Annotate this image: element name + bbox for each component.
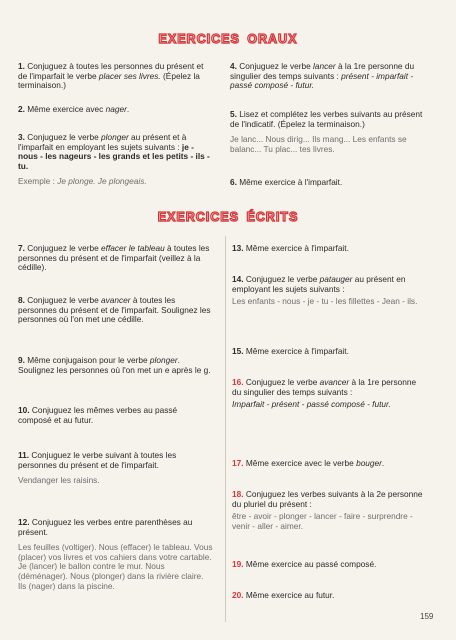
exercise-text-after: .	[381, 458, 385, 468]
exercise-text: Même exercice à l'imparfait.	[245, 346, 349, 356]
exercise-italic: avancer	[101, 295, 131, 305]
exercise-italic: nager	[105, 104, 127, 114]
exercise-italic: avancer	[319, 377, 350, 387]
exercise-20	[232, 591, 427, 601]
exercise-number: 8.	[18, 295, 25, 305]
exercise-2	[18, 105, 213, 115]
heading-word-ecrits: ÉCRITS	[246, 210, 299, 224]
exercise-text: Conjuguez le verbe	[27, 243, 99, 253]
exercise-text: Même exercice à l'imparfait.	[245, 243, 349, 253]
exercise-number: 15.	[232, 346, 244, 356]
exercise-subjects: Les enfants - nous - je - tu - les fillettes - Jean - ils.	[232, 296, 418, 307]
exercise-number: 2.	[18, 104, 25, 114]
exercise-number: 4.	[230, 61, 237, 71]
exercise-text: Même exercice au futur.	[245, 590, 335, 600]
exercise-text-after: à la 1re personne du singulier des temps suivants :	[232, 377, 417, 397]
exercise-1	[18, 62, 213, 91]
heading-word-exercices: EXERCICES	[158, 32, 240, 46]
exercise-verbs: être - avoir - plonger - lancer - faire - surprendre - venir - aller - aimer.	[232, 511, 413, 531]
exercise-text-after: .	[126, 104, 130, 114]
exercise-text-after: à toutes les personnes du présent et de l'imparfait. Soulignez les personnes où l'on met une cédille.	[18, 295, 211, 325]
exercise-4	[230, 62, 425, 91]
exercise-3	[18, 133, 213, 187]
exercise-text: Conjuguez le verbe	[239, 61, 311, 71]
exercise-6	[230, 178, 425, 188]
column-divider	[225, 236, 226, 622]
exercise-17	[232, 459, 427, 469]
exercise-12	[18, 518, 213, 591]
heading-word-oraux: ORAUX	[247, 32, 298, 46]
exercise-italic: bouger	[356, 458, 382, 468]
exercise-16	[232, 378, 427, 410]
exercise-subjects: je - nous - les nageurs - les grands et les petits - ils - tu.	[18, 141, 210, 171]
exercise-example	[18, 177, 213, 187]
exercise-italic: placer ses livres.	[98, 70, 161, 81]
exercise-sentences: Je lanc... Nous dirig... Ils mang... Les enfants se balanc... Tu plac... tes livres.	[230, 134, 407, 154]
exercise-number: 6.	[230, 177, 237, 187]
exercise-8	[18, 296, 213, 325]
exercise-text-after: . Soulignez les personnes où l'on met un e après le g.	[18, 355, 211, 375]
example-text: Je plonge. Je plongeais.	[57, 176, 147, 187]
exercise-7	[18, 244, 213, 273]
exercise-number: 19.	[232, 559, 244, 569]
exercise-number: 9.	[18, 355, 25, 365]
exercise-text: Conjuguez le verbe	[245, 274, 318, 284]
exercise-number: 12.	[18, 517, 30, 527]
exercise-text: Même conjugaison pour le verbe	[27, 355, 148, 365]
exercise-text: Même exercice à l'imparfait.	[239, 177, 343, 187]
exercise-text-after: à toutes les personnes du présent et de l'imparfait (veillez à la cédille).	[18, 243, 210, 273]
exercise-number: 1.	[18, 61, 25, 71]
exercise-text: Conjuguez le verbe	[27, 132, 99, 142]
exercise-text: Même exercice au passé composé.	[245, 559, 377, 569]
exercise-18	[232, 490, 427, 531]
exercise-number: 16.	[232, 377, 244, 387]
exercise-text: Conjuguez les verbes entre parenthèses au présent.	[18, 517, 193, 537]
exercise-13	[232, 244, 427, 254]
exercise-10	[18, 406, 213, 425]
exercise-text-after: (Épelez la terminaison.)	[18, 70, 200, 91]
exercise-tenses: présent - imparfait - passé composé - futur.	[230, 70, 414, 91]
exercise-text-after: à la 1re personne du singulier des temps suivants :	[230, 61, 415, 81]
exercise-number: 17.	[232, 458, 244, 468]
exercise-text: Conjuguez à toutes les personnes du présent et de l'imparfait le verbe	[18, 61, 204, 81]
exercise-phrase: Vendanger les raisins.	[18, 475, 100, 486]
exercise-text: Lisez et complétez les verbes suivants au présent de l'indicatif. (Épelez la terminaison.)	[230, 109, 423, 129]
exercise-text-after: au présent et à l'imparfait en employant les sujets suivants :	[18, 132, 187, 152]
exercise-number: 10.	[18, 405, 30, 415]
exercise-text: Conjuguez les mêmes verbes au passé composé et au futur.	[18, 405, 178, 425]
exercise-number: 14.	[232, 274, 244, 284]
heading-exercices-oraux	[0, 32, 456, 46]
exercise-number: 18.	[232, 489, 244, 499]
exercise-italic: patauger	[319, 274, 353, 284]
exercise-italic: lancer	[313, 61, 336, 71]
exercise-text: Même exercice avec	[27, 104, 104, 114]
exercise-sentences: Les feuilles (voltiger). Nous (effacer) le tableau. Vous (placer) vos livres et vos cahiers dans votre cartable. Je (lancer) le ballon contre le mur. Nous (déménager). Nous (plonger) dans la rivière claire. Ils (nager) dans la piscine.	[18, 542, 213, 591]
exercise-19	[232, 560, 427, 570]
heading-exercices-ecrits	[0, 210, 456, 224]
page-number: 159	[420, 612, 434, 621]
exercise-number: 7.	[18, 243, 25, 253]
exercise-number: 13.	[232, 243, 244, 253]
exercise-9	[18, 356, 213, 375]
example-label: Exemple :	[18, 176, 55, 187]
exercise-number: 5.	[230, 109, 237, 119]
exercise-text: Conjuguez le verbe	[27, 295, 99, 305]
heading-word-exercices: EXERCICES	[157, 210, 239, 224]
exercise-number: 20.	[232, 590, 244, 600]
exercise-11	[18, 451, 213, 486]
exercise-number: 11.	[18, 450, 30, 460]
exercise-text-after: au présent en employant les sujets suivants :	[232, 274, 406, 294]
exercise-5	[230, 110, 425, 154]
exercise-14	[232, 275, 427, 307]
exercise-italic: effacer le tableau	[101, 243, 165, 253]
exercise-tenses: Imparfait - présent - passé composé - futur.	[232, 399, 391, 410]
exercise-italic: plonger	[149, 355, 178, 365]
exercise-text: Conjuguez le verbe	[245, 377, 318, 387]
exercise-number: 3.	[18, 132, 25, 142]
exercise-15	[232, 347, 427, 357]
exercise-text: Conjuguez les verbes suivants à la 2e personne du pluriel du présent :	[232, 489, 423, 509]
exercise-text: Même exercice avec le verbe	[245, 458, 354, 468]
exercise-text: Conjuguez le verbe suivant à toutes les personnes du présent et de l'imparfait.	[18, 450, 177, 470]
exercise-italic: plonger	[101, 132, 129, 142]
